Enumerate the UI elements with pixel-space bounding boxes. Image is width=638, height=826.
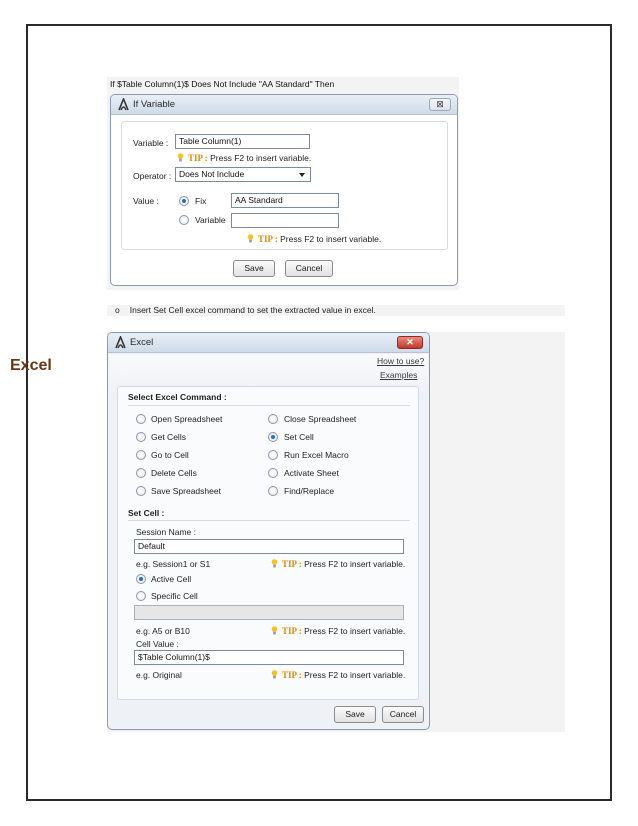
lightbulb-icon [271, 626, 278, 635]
app-logo-icon [114, 336, 127, 349]
variable-radio[interactable] [179, 215, 189, 225]
tip-text: Press F2 to insert variable. [210, 153, 312, 163]
cell-value-input[interactable]: $Table Column(1)$ [134, 650, 404, 665]
cancel-button[interactable]: Cancel [382, 706, 424, 723]
if-variable-dialog [110, 94, 458, 286]
dialog-title: If Variable [133, 99, 176, 110]
session-name-input[interactable]: Default [134, 539, 404, 554]
tip-label: TIP : [282, 670, 302, 680]
radio-delete-cells[interactable] [136, 468, 146, 478]
command-label: Open Spreadsheet [151, 414, 223, 424]
app-logo-icon [117, 98, 130, 111]
lightbulb-icon [271, 559, 278, 568]
command-label: Close Spreadsheet [284, 414, 357, 424]
fix-radio-label: Fix [195, 196, 207, 206]
cell-hint: e.g. A5 or B10 [136, 626, 190, 636]
tip-label: TIP : [188, 153, 208, 163]
radio-go-to-cell[interactable] [136, 450, 146, 460]
specific-cell-label: Specific Cell [151, 591, 198, 601]
session-hint: e.g. Session1 or S1 [136, 559, 211, 569]
radio-find-replace[interactable] [268, 486, 278, 496]
bullet-text: Insert Set Cell excel command to set the extracted value in excel. [129, 305, 376, 315]
session-name-label: Session Name : [136, 527, 196, 537]
if-statement-line: If $Table Column(1)$ Does Not Include "AA Standard" Then [110, 79, 335, 89]
command-label: Delete Cells [151, 468, 197, 478]
tip-label: TIP : [282, 626, 302, 636]
tip-text: Press F2 to insert variable. [304, 670, 406, 680]
variable-value-input[interactable] [231, 213, 339, 228]
excel-header: Excel [10, 357, 52, 374]
lightbulb-icon [177, 153, 184, 162]
command-label: Activate Sheet [284, 468, 339, 478]
tip-label: TIP : [282, 559, 302, 569]
radio-close-spreadsheet[interactable] [268, 414, 278, 424]
radio-activate-sheet[interactable] [268, 468, 278, 478]
cell-value-hint: e.g. Original [136, 670, 182, 680]
value-label: Value : [133, 196, 159, 206]
command-label: Save Spreadsheet [151, 486, 221, 496]
active-cell-label: Active Cell [151, 574, 192, 584]
operator-select[interactable] [175, 167, 311, 182]
title-bar [111, 95, 457, 115]
operator-label: Operator : [133, 171, 172, 181]
how-to-use-link[interactable]: How to use? [377, 356, 425, 366]
tip-text: Press F2 to insert variable. [280, 234, 382, 244]
divider [128, 520, 410, 521]
tip-message [271, 670, 405, 680]
tip-text: Press F2 to insert variable. [304, 559, 406, 569]
close-icon[interactable]: ✕ [397, 336, 423, 349]
specific-cell-radio[interactable] [136, 591, 146, 601]
fix-radio[interactable] [179, 196, 189, 206]
tip-message [271, 626, 405, 636]
examples-link[interactable]: Examples [380, 370, 418, 380]
radio-run-excel-macro[interactable] [268, 450, 278, 460]
lightbulb-icon [271, 670, 278, 679]
specific-cell-input[interactable] [134, 605, 404, 620]
dropdown-arrow-icon [299, 173, 305, 177]
fix-value-input[interactable]: AA Standard [231, 193, 339, 208]
cancel-button[interactable]: Cancel [285, 260, 333, 277]
tip-label: TIP : [258, 234, 278, 244]
variable-radio-label: Variable [195, 215, 226, 225]
select-command-heading: Select Excel Command : [128, 392, 227, 402]
divider [128, 405, 410, 406]
radio-save-spreadsheet[interactable] [136, 486, 146, 496]
command-label: Get Cells [151, 432, 186, 442]
tip-message [177, 153, 311, 163]
variable-label: Variable : [133, 138, 169, 148]
save-button[interactable]: Save [233, 260, 275, 277]
command-label: Go to Cell [151, 450, 189, 460]
title-bar [108, 333, 429, 353]
set-cell-heading: Set Cell : [128, 508, 165, 518]
command-label: Set Cell [284, 432, 314, 442]
close-icon[interactable]: ⊠ [429, 98, 451, 111]
lightbulb-icon [247, 234, 254, 243]
tip-message [271, 559, 405, 569]
save-button[interactable]: Save [334, 706, 376, 723]
bullet-marker: o [115, 305, 120, 315]
active-cell-radio[interactable] [136, 574, 146, 584]
cell-value-label: Cell Value : [136, 639, 179, 649]
radio-set-cell[interactable] [268, 432, 278, 442]
radio-get-cells[interactable] [136, 432, 146, 442]
variable-input[interactable]: Table Column(1) [175, 134, 310, 149]
tip-message [247, 234, 381, 244]
dialog-title: Excel [130, 337, 154, 348]
operator-selected-value: Does Not Include [179, 169, 245, 179]
command-label: Find/Replace [284, 486, 335, 496]
radio-open-spreadsheet[interactable] [136, 414, 146, 424]
bullet-item [115, 305, 376, 315]
command-label: Run Excel Macro [284, 450, 349, 460]
tip-text: Press F2 to insert variable. [304, 626, 406, 636]
